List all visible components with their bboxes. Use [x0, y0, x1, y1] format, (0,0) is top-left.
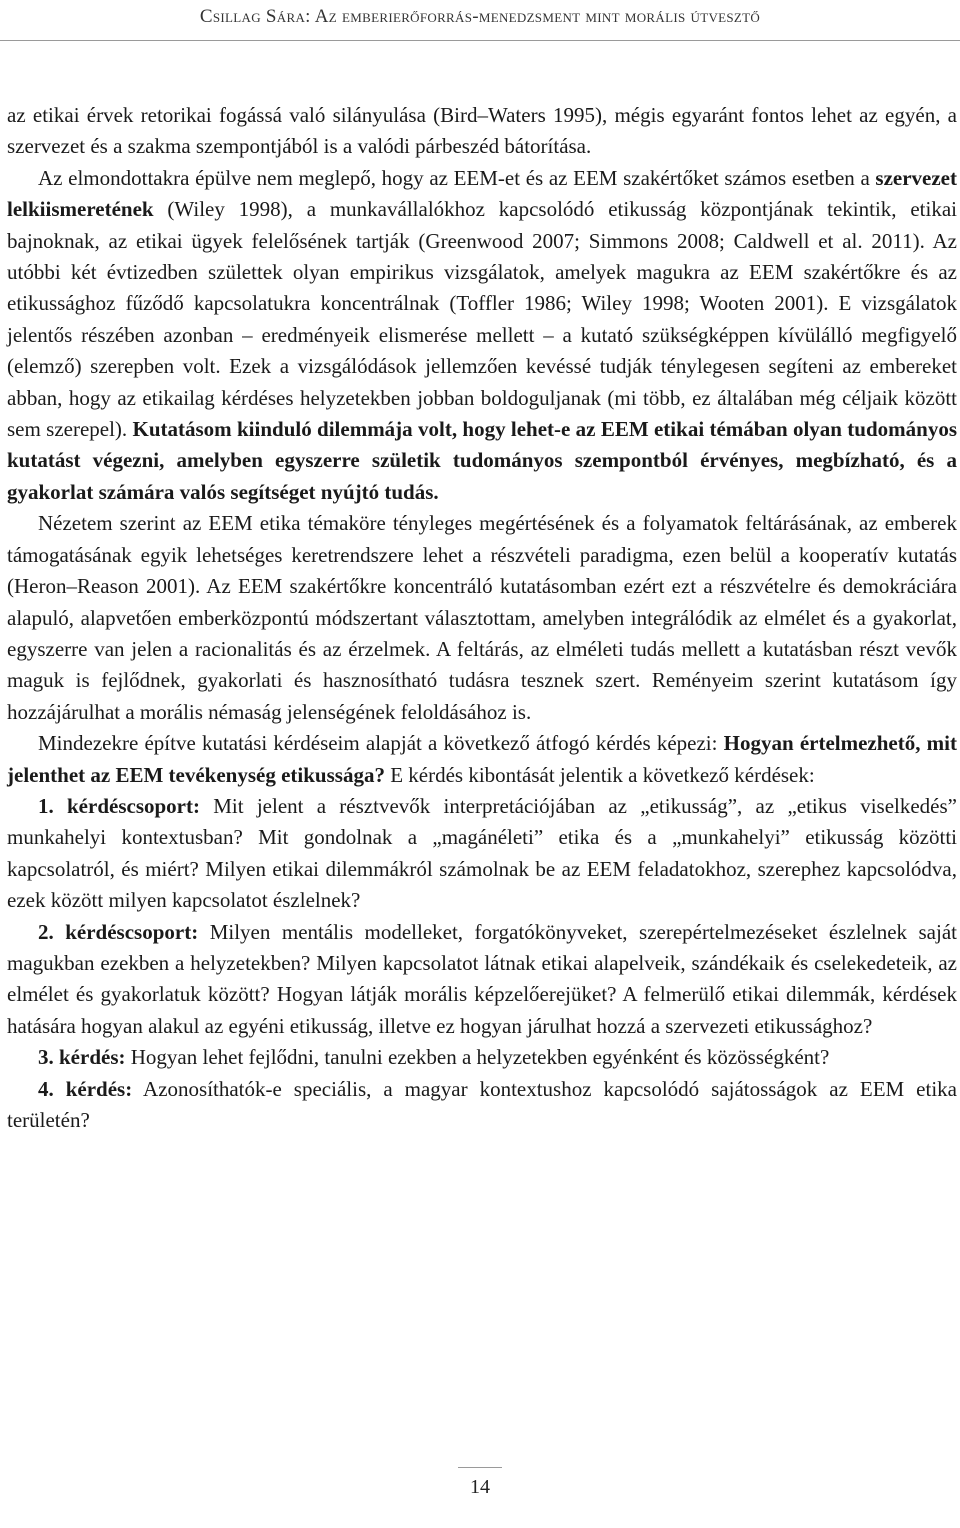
header-divider	[0, 40, 960, 41]
question-label: 3. kérdés:	[38, 1045, 126, 1070]
emphasis: szervezet lelkiismeretének	[7, 165, 957, 222]
emphasis-research-dilemma: Kutatásom kiinduló dilemmája volt, hogy lehet-e az EEM etikai témában olyan tudományos kutatást végezni, amelyben egyszerre születik tudományos szempontból érvényes, megbízható, és a gyakorlat számára valós segítséget nyújtó tudás.	[7, 417, 957, 504]
question-text: Mit jelent a résztvevők interpretációjában az „etikusság”, az „etikus viselkedés” munkahelyi kontextusban? Mit gondolnak a „magánéleti” etika és a „munkahelyi” etikusság közötti kapcsolatról, és miért? Milyen etikai dilemmákról számolnak be az EEM feladatokhoz, szerephez kapcsolódva, ezek között milyen kapcsolatot észlelnek?	[7, 793, 957, 913]
page-number: 14	[470, 1476, 490, 1498]
question-label: 4. kérdés:	[38, 1076, 133, 1101]
question-item	[7, 791, 957, 917]
footer-divider	[458, 1467, 502, 1468]
text-run: Az elmondottakra épülve nem meglepő, hogy az EEM-et és az EEM szakértőket számos esetben a	[38, 165, 876, 190]
question-text: Hogyan lehet fejlődni, tanulni ezekben a helyzetekben egyénként és közösségként?	[125, 1045, 830, 1070]
question-text: Azonosíthatók-e speciális, a magyar kontextushoz kapcsolódó sajátosságok az EEM etika területén?	[7, 1076, 957, 1132]
question-text: Milyen mentális modelleket, forgatókönyveket, szerepértelmezéseket észlelnek saját magukban ezekben a helyzetekben? Milyen kapcsolatot látnak etikai alapelveik, szándékaik és cselekedeteik, az elmélet és gyakorlatuk között? Hogyan látják morális képzelőerejüket? A felmerülő etikai dilemmák, kérdések hatására hogyan alakul az egyéni etikusság, illetve ez hogyan járulhat hozzá a szervezeti etikussághoz?	[7, 919, 957, 1038]
text-run: Mindezekre építve kutatási kérdéseim alapját a következő átfogó kérdés képezi:	[38, 731, 724, 756]
question-item	[7, 917, 957, 1043]
emphasis-main-question: Hogyan értelmezhető, mit jelenthet az EEM tevékenység etikussága?	[7, 731, 957, 787]
text-run: (Wiley 1998), a munkavállalókhoz kapcsolódó etikusság központjának tekintik, etikai bajnoknak, az etikai ügyek felelősének tartják (Greenwood 2007; Simmons 2008; Caldwell et al. 2011). Az utóbbi két évtizedben születtek olyan empirikus vizsgálatok, amelyek magukra az EEM szakértőkre és az etikussághoz fűződő kapcsolatukra koncentrálnak (Toffler 1986; Wiley 1998; Wooten 2001). E vizsgálatok jelentős részében azonban – eredményeik elismerése mellett – a kutató szükségképpen kívülálló megfigyelő (elemző) szerepben volt. Ezek a vizsgálódások jellemzően kevéssé tudják ténylegesen segíteni az embereket abban, hogy az etikailag kérdéses helyzetekben jobban boldoguljanak (mi több, ez általában még céljaik között sem szerepel).	[7, 197, 957, 442]
paragraph: Nézetem szerint az EEM etika témaköre tényleges megértésének és a folyamatok feltárásának, az emberek támogatásának egyik lehetséges keretrendszere lehet a részvételi paradigma, ezen belül a kooperatív kutatás (Heron–Reason 2001). Az EEM szakértőkre koncentráló kutatásomban ezért ezt a részvételre és demokráciára alapuló, alapvetően emberközpontú módszertant választottam, amelyben integrálódik az elmélet és a gyakorlat, egyszerre van jelen a racionalitás és az érzelmek. A feltárás, az elméleti tudás mellett a kutatásban részt vevők maguk is fejlődnek, gyakorlati és hasznosítható tudásra tesznek szert. Reményeim szerint kutatásom így hozzájárulhat a morális némaság jelenségének feloldásához is.	[7, 511, 957, 724]
paragraph	[7, 728, 957, 791]
question-item	[7, 1042, 957, 1073]
paragraph	[7, 163, 957, 508]
running-header: Csillag Sára: Az emberierőforrás-menedzsment mint morális útvesztő	[199, 6, 761, 27]
body-text	[7, 100, 957, 1136]
paragraph-continuation: az etikai érvek retorikai fogássá való silányulása (Bird–Waters 1995), mégis egyaránt fontos lehet az egyén, a szervezet és a szakma szempontjából is a valódi párbeszéd bátorítása.	[7, 103, 957, 159]
question-label: 1. kérdéscsoport:	[38, 793, 200, 818]
question-label: 2. kérdéscsoport:	[38, 919, 199, 944]
page-footer	[0, 1467, 960, 1499]
text-run: E kérdés kibontását jelentik a következő kérdések:	[384, 762, 815, 787]
question-item	[7, 1074, 957, 1137]
